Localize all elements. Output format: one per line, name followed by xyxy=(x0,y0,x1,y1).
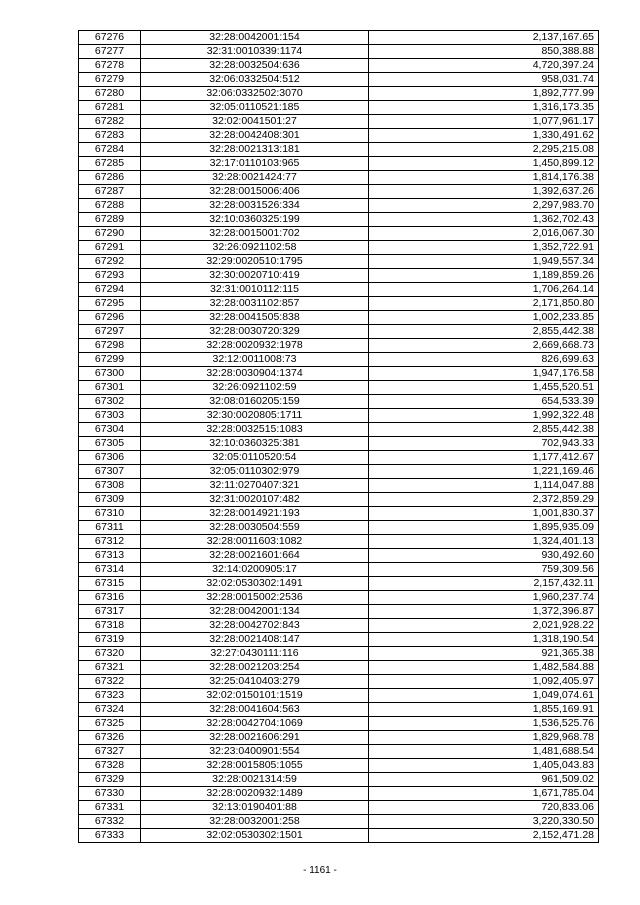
value-cell: 1,482,584.88 xyxy=(369,661,599,675)
value-cell: 2,855,442.38 xyxy=(369,423,599,437)
cadastral-number-cell: 32:31:0010112:115 xyxy=(141,283,369,297)
table-row xyxy=(79,157,599,171)
value-cell: 1,177,412.67 xyxy=(369,451,599,465)
row-number-cell: 67327 xyxy=(79,745,141,759)
table-row xyxy=(79,451,599,465)
table-row xyxy=(79,591,599,605)
row-number-cell: 67319 xyxy=(79,633,141,647)
cadastral-number-cell: 32:28:0042702:843 xyxy=(141,619,369,633)
table-row xyxy=(79,255,599,269)
value-cell: 1,814,176.38 xyxy=(369,171,599,185)
table-row xyxy=(79,577,599,591)
value-cell: 921,365.38 xyxy=(369,647,599,661)
row-number-cell: 67281 xyxy=(79,101,141,115)
cadastral-number-cell: 32:28:0030504:559 xyxy=(141,521,369,535)
row-number-cell: 67314 xyxy=(79,563,141,577)
value-cell: 1,372,396.87 xyxy=(369,605,599,619)
table-row xyxy=(79,87,599,101)
row-number-cell: 67308 xyxy=(79,479,141,493)
row-number-cell: 67305 xyxy=(79,437,141,451)
cadastral-number-cell: 32:28:0015002:2536 xyxy=(141,591,369,605)
row-number-cell: 67318 xyxy=(79,619,141,633)
row-number-cell: 67323 xyxy=(79,689,141,703)
value-cell: 1,455,520.51 xyxy=(369,381,599,395)
table-row xyxy=(79,227,599,241)
value-cell: 1,189,859.26 xyxy=(369,269,599,283)
cadastral-number-cell: 32:02:0041501:27 xyxy=(141,115,369,129)
table-row xyxy=(79,535,599,549)
table-row xyxy=(79,353,599,367)
value-cell: 2,137,167.65 xyxy=(369,31,599,45)
row-number-cell: 67316 xyxy=(79,591,141,605)
table-row xyxy=(79,549,599,563)
row-number-cell: 67307 xyxy=(79,465,141,479)
table-row xyxy=(79,759,599,773)
table-row xyxy=(79,339,599,353)
cadastral-number-cell: 32:10:0360325:199 xyxy=(141,213,369,227)
row-number-cell: 67285 xyxy=(79,157,141,171)
table-row xyxy=(79,717,599,731)
table-row xyxy=(79,311,599,325)
value-cell: 2,297,983.70 xyxy=(369,199,599,213)
value-cell: 1,049,074.61 xyxy=(369,689,599,703)
value-cell: 1,855,169.91 xyxy=(369,703,599,717)
row-number-cell: 67288 xyxy=(79,199,141,213)
table-row xyxy=(79,675,599,689)
ledger-body xyxy=(79,31,599,843)
value-cell: 961,509.02 xyxy=(369,773,599,787)
row-number-cell: 67332 xyxy=(79,815,141,829)
cadastral-number-cell: 32:28:0021408:147 xyxy=(141,633,369,647)
row-number-cell: 67326 xyxy=(79,731,141,745)
value-cell: 720,833.06 xyxy=(369,801,599,815)
value-cell: 1,947,176.58 xyxy=(369,367,599,381)
value-cell: 1,392,637.26 xyxy=(369,185,599,199)
cadastral-number-cell: 32:28:0015006:406 xyxy=(141,185,369,199)
cadastral-number-cell: 32:28:0021424:77 xyxy=(141,171,369,185)
row-number-cell: 67302 xyxy=(79,395,141,409)
cadastral-number-cell: 32:02:0150101:1519 xyxy=(141,689,369,703)
row-number-cell: 67290 xyxy=(79,227,141,241)
value-cell: 2,016,067.30 xyxy=(369,227,599,241)
cadastral-number-cell: 32:28:0042704:1069 xyxy=(141,717,369,731)
table-row xyxy=(79,423,599,437)
row-number-cell: 67300 xyxy=(79,367,141,381)
value-cell: 1,077,961.17 xyxy=(369,115,599,129)
row-number-cell: 67331 xyxy=(79,801,141,815)
value-cell: 1,092,405.97 xyxy=(369,675,599,689)
row-number-cell: 67313 xyxy=(79,549,141,563)
row-number-cell: 67286 xyxy=(79,171,141,185)
row-number-cell: 67304 xyxy=(79,423,141,437)
table-row xyxy=(79,563,599,577)
row-number-cell: 67282 xyxy=(79,115,141,129)
row-number-cell: 67287 xyxy=(79,185,141,199)
cadastral-number-cell: 32:28:0021314:59 xyxy=(141,773,369,787)
cadastral-number-cell: 32:30:0020710:419 xyxy=(141,269,369,283)
value-cell: 1,002,233.85 xyxy=(369,311,599,325)
table-row xyxy=(79,801,599,815)
value-cell: 2,021,928.22 xyxy=(369,619,599,633)
value-cell: 1,671,785.04 xyxy=(369,787,599,801)
cadastral-number-cell: 32:28:0031102:857 xyxy=(141,297,369,311)
value-cell: 1,221,169.46 xyxy=(369,465,599,479)
row-number-cell: 67317 xyxy=(79,605,141,619)
value-cell: 702,943.33 xyxy=(369,437,599,451)
table-row xyxy=(79,115,599,129)
cadastral-number-cell: 32:05:0110302:979 xyxy=(141,465,369,479)
cadastral-number-cell: 32:28:0020932:1489 xyxy=(141,787,369,801)
cadastral-number-cell: 32:28:0015805:1055 xyxy=(141,759,369,773)
value-cell: 1,001,830.37 xyxy=(369,507,599,521)
value-cell: 1,892,777.99 xyxy=(369,87,599,101)
row-number-cell: 67280 xyxy=(79,87,141,101)
row-number-cell: 67297 xyxy=(79,325,141,339)
table-row xyxy=(79,241,599,255)
cadastral-number-cell: 32:28:0041505:838 xyxy=(141,311,369,325)
row-number-cell: 67333 xyxy=(79,829,141,843)
table-row xyxy=(79,815,599,829)
table-row xyxy=(79,703,599,717)
value-cell: 1,362,702.43 xyxy=(369,213,599,227)
row-number-cell: 67277 xyxy=(79,45,141,59)
value-cell: 1,318,190.54 xyxy=(369,633,599,647)
table-row xyxy=(79,283,599,297)
row-number-cell: 67276 xyxy=(79,31,141,45)
table-row xyxy=(79,437,599,451)
row-number-cell: 67291 xyxy=(79,241,141,255)
cadastral-number-cell: 32:31:0020107:482 xyxy=(141,493,369,507)
value-cell: 850,388.88 xyxy=(369,45,599,59)
table-row xyxy=(79,661,599,675)
row-number-cell: 67296 xyxy=(79,311,141,325)
value-cell: 2,669,668.73 xyxy=(369,339,599,353)
row-number-cell: 67322 xyxy=(79,675,141,689)
value-cell: 826,699.63 xyxy=(369,353,599,367)
cadastral-number-cell: 32:28:0015001:702 xyxy=(141,227,369,241)
value-cell: 1,960,237.74 xyxy=(369,591,599,605)
row-number-cell: 67289 xyxy=(79,213,141,227)
row-number-cell: 67301 xyxy=(79,381,141,395)
cadastral-number-cell: 32:28:0021601:664 xyxy=(141,549,369,563)
value-cell: 1,895,935.09 xyxy=(369,521,599,535)
row-number-cell: 67283 xyxy=(79,129,141,143)
table-row xyxy=(79,31,599,45)
cadastral-number-cell: 32:26:0921102:59 xyxy=(141,381,369,395)
value-cell: 930,492.60 xyxy=(369,549,599,563)
cadastral-number-cell: 32:06:0332502:3070 xyxy=(141,87,369,101)
table-row xyxy=(79,325,599,339)
page-number: - 1161 - xyxy=(303,865,337,876)
value-cell: 3,220,330.50 xyxy=(369,815,599,829)
value-cell: 2,152,471.28 xyxy=(369,829,599,843)
row-number-cell: 67320 xyxy=(79,647,141,661)
value-cell: 654,533.39 xyxy=(369,395,599,409)
cadastral-number-cell: 32:28:0041604:563 xyxy=(141,703,369,717)
row-number-cell: 67299 xyxy=(79,353,141,367)
row-number-cell: 67284 xyxy=(79,143,141,157)
cadastral-number-cell: 32:28:0021313:181 xyxy=(141,143,369,157)
table-row xyxy=(79,731,599,745)
row-number-cell: 67294 xyxy=(79,283,141,297)
row-number-cell: 67295 xyxy=(79,297,141,311)
row-number-cell: 67325 xyxy=(79,717,141,731)
row-number-cell: 67311 xyxy=(79,521,141,535)
cadastral-number-cell: 32:05:0110521:185 xyxy=(141,101,369,115)
table-row xyxy=(79,465,599,479)
cadastral-number-cell: 32:28:0032001:258 xyxy=(141,815,369,829)
row-number-cell: 67315 xyxy=(79,577,141,591)
row-number-cell: 67293 xyxy=(79,269,141,283)
table-row xyxy=(79,381,599,395)
ledger-table xyxy=(78,30,599,843)
table-row xyxy=(79,199,599,213)
value-cell: 2,171,850.80 xyxy=(369,297,599,311)
table-row xyxy=(79,101,599,115)
cadastral-number-cell: 32:28:0031526:334 xyxy=(141,199,369,213)
table-row xyxy=(79,507,599,521)
cadastral-number-cell: 32:28:0042001:134 xyxy=(141,605,369,619)
value-cell: 1,114,047.88 xyxy=(369,479,599,493)
row-number-cell: 67329 xyxy=(79,773,141,787)
cadastral-number-cell: 32:06:0332504:512 xyxy=(141,73,369,87)
cadastral-number-cell: 32:28:0030720:329 xyxy=(141,325,369,339)
cadastral-number-cell: 32:28:0020932:1978 xyxy=(141,339,369,353)
table-row xyxy=(79,269,599,283)
row-number-cell: 67278 xyxy=(79,59,141,73)
table-row xyxy=(79,185,599,199)
value-cell: 2,295,215.08 xyxy=(369,143,599,157)
value-cell: 1,405,043.83 xyxy=(369,759,599,773)
table-row xyxy=(79,171,599,185)
table-row xyxy=(79,143,599,157)
table-row xyxy=(79,633,599,647)
value-cell: 1,352,722.91 xyxy=(369,241,599,255)
cadastral-number-cell: 32:12:0011008:73 xyxy=(141,353,369,367)
value-cell: 1,481,688.54 xyxy=(369,745,599,759)
row-number-cell: 67310 xyxy=(79,507,141,521)
cadastral-number-cell: 32:28:0021606:291 xyxy=(141,731,369,745)
cadastral-number-cell: 32:28:0021203:254 xyxy=(141,661,369,675)
value-cell: 1,829,968.78 xyxy=(369,731,599,745)
value-cell: 1,536,525.76 xyxy=(369,717,599,731)
value-cell: 2,157,432.11 xyxy=(369,577,599,591)
cadastral-number-cell: 32:25:0410403:279 xyxy=(141,675,369,689)
table-row xyxy=(79,745,599,759)
row-number-cell: 67324 xyxy=(79,703,141,717)
value-cell: 2,855,442.38 xyxy=(369,325,599,339)
cadastral-number-cell: 32:23:0400901:554 xyxy=(141,745,369,759)
cadastral-number-cell: 32:28:0030904:1374 xyxy=(141,367,369,381)
row-number-cell: 67312 xyxy=(79,535,141,549)
table-row xyxy=(79,479,599,493)
value-cell: 1,450,899.12 xyxy=(369,157,599,171)
table-row xyxy=(79,647,599,661)
table-row xyxy=(79,297,599,311)
row-number-cell: 67330 xyxy=(79,787,141,801)
cadastral-number-cell: 32:26:0921102:58 xyxy=(141,241,369,255)
row-number-cell: 67279 xyxy=(79,73,141,87)
table-row xyxy=(79,395,599,409)
row-number-cell: 67306 xyxy=(79,451,141,465)
cadastral-number-cell: 32:11:0270407:321 xyxy=(141,479,369,493)
row-number-cell: 67298 xyxy=(79,339,141,353)
value-cell: 4,720,397.24 xyxy=(369,59,599,73)
value-cell: 1,324,401.13 xyxy=(369,535,599,549)
row-number-cell: 67309 xyxy=(79,493,141,507)
cadastral-number-cell: 32:02:0530302:1501 xyxy=(141,829,369,843)
table-row xyxy=(79,787,599,801)
cadastral-number-cell: 32:08:0160205:159 xyxy=(141,395,369,409)
cadastral-number-cell: 32:05:0110520:54 xyxy=(141,451,369,465)
table-row xyxy=(79,213,599,227)
cadastral-number-cell: 32:28:0042001:154 xyxy=(141,31,369,45)
value-cell: 1,992,322.48 xyxy=(369,409,599,423)
table-row xyxy=(79,829,599,843)
value-cell: 1,706,264.14 xyxy=(369,283,599,297)
table-row xyxy=(79,367,599,381)
table-row xyxy=(79,59,599,73)
table-row xyxy=(79,619,599,633)
cadastral-number-cell: 32:13:0190401:88 xyxy=(141,801,369,815)
cadastral-number-cell: 32:02:0530302:1491 xyxy=(141,577,369,591)
cadastral-number-cell: 32:28:0014921:193 xyxy=(141,507,369,521)
value-cell: 2,372,859.29 xyxy=(369,493,599,507)
cadastral-number-cell: 32:30:0020805:1711 xyxy=(141,409,369,423)
cadastral-number-cell: 32:29:0020510:1795 xyxy=(141,255,369,269)
table-row xyxy=(79,45,599,59)
cadastral-number-cell: 32:28:0011603:1082 xyxy=(141,535,369,549)
value-cell: 1,316,173.35 xyxy=(369,101,599,115)
value-cell: 958,031.74 xyxy=(369,73,599,87)
table-row xyxy=(79,773,599,787)
cadastral-number-cell: 32:28:0042408:301 xyxy=(141,129,369,143)
table-row xyxy=(79,521,599,535)
table-row xyxy=(79,129,599,143)
value-cell: 1,330,491.62 xyxy=(369,129,599,143)
value-cell: 1,949,557.34 xyxy=(369,255,599,269)
cadastral-number-cell: 32:31:0010339:1174 xyxy=(141,45,369,59)
cadastral-number-cell: 32:28:0032504:636 xyxy=(141,59,369,73)
table-row xyxy=(79,689,599,703)
row-number-cell: 67321 xyxy=(79,661,141,675)
row-number-cell: 67292 xyxy=(79,255,141,269)
cadastral-number-cell: 32:28:0032515:1083 xyxy=(141,423,369,437)
table-row xyxy=(79,493,599,507)
table-row xyxy=(79,605,599,619)
table-row xyxy=(79,409,599,423)
value-cell: 759,309.56 xyxy=(369,563,599,577)
table-row xyxy=(79,73,599,87)
row-number-cell: 67303 xyxy=(79,409,141,423)
row-number-cell: 67328 xyxy=(79,759,141,773)
cadastral-number-cell: 32:14:0200905:17 xyxy=(141,563,369,577)
cadastral-number-cell: 32:27:0430111:116 xyxy=(141,647,369,661)
cadastral-number-cell: 32:17:0110103:965 xyxy=(141,157,369,171)
cadastral-number-cell: 32:10:0360325:381 xyxy=(141,437,369,451)
